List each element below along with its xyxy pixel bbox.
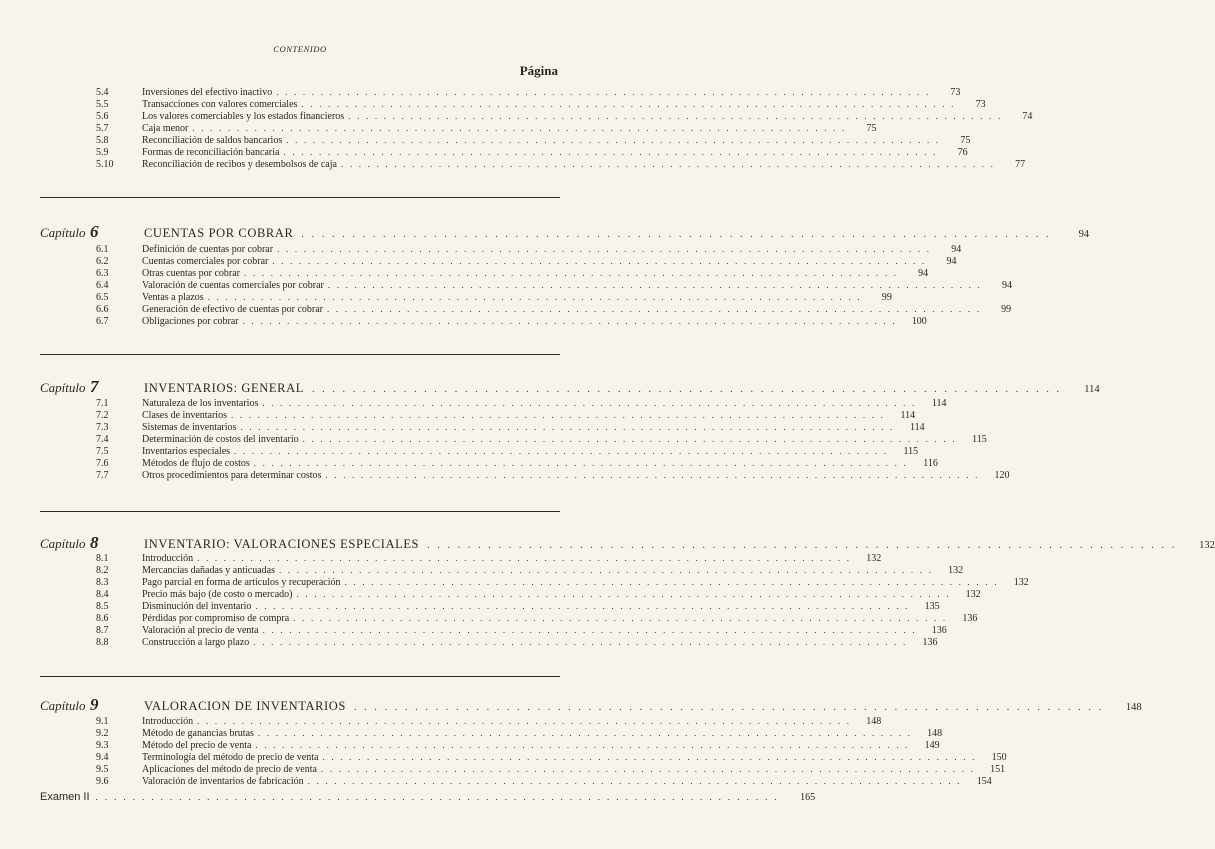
section-divider (40, 197, 560, 198)
entry-number: 8.2 (96, 565, 109, 576)
toc-entry (96, 763, 1006, 775)
entry-page: 77 (1015, 159, 1026, 170)
entry-number: 5.8 (96, 135, 109, 146)
dot-leader: . . . . . . . . . . . . . . . . . . . . . . . . . . . . . . . . . . . . . . . . . . . . . . . . . . . . . . . . . . . . . . . . . . . . . . . . . . (257, 728, 913, 738)
entry-title: Cuentas comerciales por cobrar (142, 256, 269, 267)
entry-title: Obligaciones por cobrar (142, 316, 239, 327)
toc-entry (96, 636, 938, 648)
chapter-heading (40, 533, 1215, 553)
chapter-number: 7 (90, 377, 99, 396)
dot-leader: . . . . . . . . . . . . . . . . . . . . . . . . . . . . . . . . . . . . . . . . . . . . . . . . . . . . . . . . . . . . . . . . . . . . . . . . . . (296, 589, 951, 599)
section-divider (40, 354, 560, 355)
entry-title: Método del precio de venta (142, 740, 252, 751)
toc-entry (96, 552, 882, 564)
entry-number: 6.5 (96, 292, 109, 303)
toc-entry (96, 727, 943, 739)
entry-number: 5.7 (96, 123, 109, 134)
entry-number: 5.9 (96, 147, 109, 158)
toc-entry (96, 267, 929, 279)
entry-number: 8.7 (96, 625, 109, 636)
toc-entry (96, 588, 981, 600)
dot-leader: . . . . . . . . . . . . . . . . . . . . . . . . . . . . . . . . . . . . . . . . . . . . . . . . . . . . . . . . . . . . . . . . . . . . . . . . . . (301, 229, 1052, 240)
chapter-label: Capítulo (40, 380, 86, 395)
toc-entry (96, 279, 1013, 291)
entry-title: Pago parcial en forma de artículos y recuperación (142, 577, 341, 588)
dot-leader: . . . . . . . . . . . . . . . . . . . . . . . . . . . . . . . . . . . . . . . . . . . . . . . . . . . . . . . . . . . . . . . . . . . . . . . . . . (340, 159, 996, 169)
chapter-title: INVENTARIOS: GENERAL (144, 381, 304, 395)
entry-page: 136 (922, 637, 938, 648)
chapter-page: 114 (1084, 384, 1100, 395)
entry-title: Aplicaciones del método de precio de venta (142, 764, 317, 775)
entry-number: 8.1 (96, 553, 109, 564)
section-divider (40, 511, 560, 512)
entry-title: Introducción (142, 553, 194, 564)
entry-number: 6.1 (96, 244, 109, 255)
entry-page: 132 (965, 589, 981, 600)
entry-number: 7.1 (96, 398, 109, 409)
chapter-label: Capítulo (40, 225, 86, 240)
entry-page: 136 (931, 625, 947, 636)
entry-number: 7.2 (96, 410, 109, 421)
entry-page: 149 (924, 740, 940, 751)
entry-title: Los valores comerciables y los estados financieros (142, 111, 345, 122)
entry-title: Formas de reconciliación bancaria (142, 147, 280, 158)
dot-leader: . . . . . . . . . . . . . . . . . . . . . . . . . . . . . . . . . . . . . . . . . . . . . . . . . . . . . . . . . . . . . . . . . . . . . . . . . . (283, 147, 938, 157)
toc-entry (96, 98, 986, 110)
entry-page: 132 (948, 565, 964, 576)
entry-page: 115 (903, 446, 919, 457)
toc-entry (96, 751, 1007, 763)
entry-number: 8.3 (96, 577, 109, 588)
toc-entry (96, 612, 978, 624)
chapter-number: 6 (90, 222, 99, 241)
chapter-number: 9 (90, 695, 99, 714)
entry-title: Pérdidas por compromiso de compra (142, 613, 290, 624)
dot-leader: . . . . . . . . . . . . . . . . . . . . . . . . . . . . . . . . . . . . . . . . . . . . . . . . . . . . . . . . . . . . . . . . . . . . . . . . . . (325, 470, 980, 480)
toc-entry (96, 409, 916, 421)
toc-entry (96, 457, 938, 469)
entry-title: Inventarios especiales (142, 446, 231, 457)
toc-entry (96, 775, 992, 787)
entry-title: Transacciones con valores comerciales (142, 99, 298, 110)
toc-entry (96, 433, 987, 445)
entry-title: Caja menor (142, 123, 189, 134)
entry-title: Introducción (142, 716, 194, 727)
entry-number: 8.8 (96, 637, 109, 648)
toc-entry (96, 315, 927, 327)
entry-page: 132 (866, 553, 882, 564)
entry-page: 116 (923, 458, 938, 469)
entry-number: 5.5 (96, 99, 109, 110)
dot-leader: . . . . . . . . . . . . . . . . . . . . . . . . . . . . . . . . . . . . . . . . . . . . . . . . . . . . . . . . . . . . . . . . . . . . . . . . . . (207, 292, 862, 302)
entry-page: 114 (900, 410, 916, 421)
entry-title: Definición de cuentas por cobrar (142, 244, 274, 255)
chapter-page: 148 (1125, 702, 1142, 713)
dot-leader: . . . . . . . . . . . . . . . . . . . . . . . . . . . . . . . . . . . . . . . . . . . . . . . . . . . . . . . . . . . . . . . . . . . . . . . . . . (242, 316, 897, 326)
toc-entry (96, 421, 925, 433)
entry-title: Reconciliación de saldos bancarios (142, 135, 283, 146)
entry-number: 6.2 (96, 256, 109, 267)
entry-title: Construcción a largo plazo (142, 637, 250, 648)
toc-entry (96, 576, 1029, 588)
dot-leader: . . . . . . . . . . . . . . . . . . . . . . . . . . . . . . . . . . . . . . . . . . . . . . . . . . . . . . . . . . . . . . . . . . . . . . . . . . (322, 752, 977, 762)
entry-title: Sistemas de inventarios (142, 422, 237, 433)
entry-title: Otras cuentas por cobrar (142, 268, 241, 279)
dot-leader: . . . . . . . . . . . . . . . . . . . . . . . . . . . . . . . . . . . . . . . . . . . . . . . . . . . . . . . . . . . . . . . . . . . . . . . . . . (301, 99, 956, 109)
toc-entry (96, 624, 947, 636)
entry-page: 115 (972, 434, 987, 445)
entry-title: Mercancías dañadas y anticuadas (142, 565, 275, 576)
entry-number: 9.5 (96, 764, 109, 775)
entry-number: 7.4 (96, 434, 109, 445)
entry-page: 135 (924, 601, 940, 612)
dot-leader: . . . . . . . . . . . . . . . . . . . . . . . . . . . . . . . . . . . . . . . . . . . . . . . . . . . . . . . . . . . . . . . . . . . . . . . . . . (327, 304, 982, 314)
entry-page: 150 (991, 752, 1007, 763)
toc-entry (96, 445, 919, 457)
toc-entry (96, 715, 882, 727)
entry-number: 7.6 (96, 458, 109, 469)
toc-entry (96, 600, 940, 612)
entry-title: Terminología del método de precio de venta (142, 752, 319, 763)
entry-page: 94 (946, 256, 957, 267)
entry-number: 9.6 (96, 776, 109, 787)
dot-leader: . . . . . . . . . . . . . . . . . . . . . . . . . . . . . . . . . . . . . . . . . . . . . . . . . . . . . . . . . . . . . . . . . . . . . . . . . . (95, 792, 780, 802)
entry-page: 99 (881, 292, 892, 303)
exam-title: Examen II (40, 791, 90, 803)
entry-page: 99 (1001, 304, 1012, 315)
entry-title: Generación de efectivo de cuentas por cobrar (142, 304, 324, 315)
dot-leader: . . . . . . . . . . . . . . . . . . . . . . . . . . . . . . . . . . . . . . . . . . . . . . . . . . . . . . . . . . . . . . . . . . . . . . . . . . (276, 87, 931, 97)
chapter-label: Capítulo (40, 536, 86, 551)
toc-entry (96, 243, 962, 255)
entry-page: 120 (994, 470, 1010, 481)
entry-page: 154 (976, 776, 992, 787)
entry-number: 7.5 (96, 446, 109, 457)
entry-title: Clases de inventarios (142, 410, 227, 421)
entry-page: 75 (866, 123, 877, 134)
entry-title: Disminución del inventario (142, 601, 252, 612)
dot-leader: . . . . . . . . . . . . . . . . . . . . . . . . . . . . . . . . . . . . . . . . . . . . . . . . . . . . . . . . . . . . . . . . . . . . . . . . . . (234, 446, 889, 456)
dot-leader: . . . . . . . . . . . . . . . . . . . . . . . . . . . . . . . . . . . . . . . . . . . . . . . . . . . . . . . . . . . . . . . . . . . . . . . . . . (302, 434, 957, 444)
entry-page: 114 (909, 422, 925, 433)
entry-page: 148 (866, 716, 882, 727)
entry-number: 6.4 (96, 280, 109, 291)
toc-entry (96, 291, 892, 303)
entry-page: 136 (962, 613, 978, 624)
dot-leader: . . . . . . . . . . . . . . . . . . . . . . . . . . . . . . . . . . . . . . . . . . . . . . . . . . . . . . . . . . . . . . . . . . . . . . . . . . (353, 702, 1104, 713)
entry-page: 73 (950, 87, 961, 98)
chapter-title: INVENTARIO: VALORACIONES ESPECIALES (144, 537, 420, 551)
toc-entry (96, 564, 964, 576)
entry-page: 76 (957, 147, 968, 158)
dot-leader: . . . . . . . . . . . . . . . . . . . . . . . . . . . . . . . . . . . . . . . . . . . . . . . . . . . . . . . . . . . . . . . . . . . . . . . . . . (307, 776, 962, 786)
section-divider (40, 676, 560, 677)
entry-number: 8.6 (96, 613, 109, 624)
chapter-page: 94 (1078, 229, 1090, 240)
entry-page: 94 (1002, 280, 1013, 291)
entry-title: Valoración de inventarios de fabricación (142, 776, 304, 787)
entry-number: 6.3 (96, 268, 109, 279)
toc-entry (96, 303, 1012, 315)
dot-leader: . . . . . . . . . . . . . . . . . . . . . . . . . . . . . . . . . . . . . . . . . . . . . . . . . . . . . . . . . . . . . . . . . . . . . . . . . . (348, 111, 1003, 121)
toc-entry (96, 158, 1026, 170)
chapter-heading (40, 695, 1142, 715)
entry-number: 9.3 (96, 740, 109, 751)
dot-leader: . . . . . . . . . . . . . . . . . . . . . . . . . . . . . . . . . . . . . . . . . . . . . . . . . . . . . . . . . . . . . . . . . . . . . . . . . . (327, 280, 983, 290)
dot-leader: . . . . . . . . . . . . . . . . . . . . . . . . . . . . . . . . . . . . . . . . . . . . . . . . . . . . . . . . . . . . . . . . . . . . . . . . . . (197, 716, 852, 726)
toc-entry (96, 146, 968, 158)
entry-number: 5.10 (96, 159, 114, 170)
dot-leader: . . . . . . . . . . . . . . . . . . . . . . . . . . . . . . . . . . . . . . . . . . . . . . . . . . . . . . . . . . . . . . . . . . . . . . . . . . (197, 553, 852, 563)
entry-number: 9.1 (96, 716, 109, 727)
toc-entry (96, 110, 1033, 122)
entry-title: Determinación de costos del inventario (142, 434, 299, 445)
entry-title: Métodos de flujo de costos (142, 458, 250, 469)
dot-leader: . . . . . . . . . . . . . . . . . . . . . . . . . . . . . . . . . . . . . . . . . . . . . . . . . . . . . . . . . . . . . . . . . . . . . . . . . . (244, 268, 899, 278)
dot-leader: . . . . . . . . . . . . . . . . . . . . . . . . . . . . . . . . . . . . . . . . . . . . . . . . . . . . . . . . . . . . . . . . . . . . . . . . . . (320, 764, 976, 774)
entry-title: Valoración al precio de venta (142, 625, 259, 636)
entry-number: 7.7 (96, 470, 109, 481)
entry-page: 132 (1013, 577, 1029, 588)
dot-leader: . . . . . . . . . . . . . . . . . . . . . . . . . . . . . . . . . . . . . . . . . . . . . . . . . . . . . . . . . . . . . . . . . . . . . . . . . . (262, 625, 917, 635)
entry-page: 94 (951, 244, 962, 255)
entry-title: Ventas a plazos (142, 292, 204, 303)
toc-entry (96, 255, 957, 267)
entry-number: 8.5 (96, 601, 109, 612)
chapter-heading (40, 222, 1090, 242)
entry-title: Otros procedimientos para determinar costos (142, 470, 322, 481)
chapter-title: CUENTAS POR COBRAR (144, 226, 294, 240)
entry-page: 74 (1022, 111, 1033, 122)
toc-entry (96, 469, 1010, 481)
entry-page: 75 (960, 135, 971, 146)
dot-leader: . . . . . . . . . . . . . . . . . . . . . . . . . . . . . . . . . . . . . . . . . . . . . . . . . . . . . . . . . . . . . . . . . . . . . . . . . . (344, 577, 999, 587)
toc-entry (96, 134, 971, 146)
entry-number: 9.2 (96, 728, 109, 739)
exam-page: 165 (800, 792, 816, 803)
chapter-label: Capítulo (40, 698, 86, 713)
entry-number: 5.4 (96, 87, 109, 98)
exam-entry (40, 791, 816, 805)
dot-leader: . . . . . . . . . . . . . . . . . . . . . . . . . . . . . . . . . . . . . . . . . . . . . . . . . . . . . . . . . . . . . . . . . . . . . . . . . . (240, 422, 895, 432)
dot-leader: . . . . . . . . . . . . . . . . . . . . . . . . . . . . . . . . . . . . . . . . . . . . . . . . . . . . . . . . . . . . . . . . . . . . . . . . . . (427, 540, 1177, 551)
entry-number: 9.4 (96, 752, 109, 763)
entry-title: Método de ganancias brutas (142, 728, 254, 739)
chapter-page: 132 (1199, 540, 1215, 551)
dot-leader: . . . . . . . . . . . . . . . . . . . . . . . . . . . . . . . . . . . . . . . . . . . . . . . . . . . . . . . . . . . . . . . . . . . . . . . . . . (279, 565, 934, 575)
running-head: CONTENIDO (273, 44, 327, 54)
entry-title: Precio más bajo (de costo o mercado) (142, 589, 293, 600)
chapter-title: VALORACION DE INVENTARIOS (144, 699, 346, 713)
entry-number: 5.6 (96, 111, 109, 122)
chapter-number: 8 (90, 533, 99, 552)
toc-entry (96, 86, 961, 98)
dot-leader: . . . . . . . . . . . . . . . . . . . . . . . . . . . . . . . . . . . . . . . . . . . . . . . . . . . . . . . . . . . . . . . . . . . . . . . . . . (192, 123, 847, 133)
toc-entry (96, 397, 947, 409)
entry-number: 6.6 (96, 304, 109, 315)
dot-leader: . . . . . . . . . . . . . . . . . . . . . . . . . . . . . . . . . . . . . . . . . . . . . . . . . . . . . . . . . . . . . . . . . . . . . . . . . . (311, 384, 1062, 395)
entry-title: Valoración de cuentas comerciales por cobrar (142, 280, 324, 291)
dot-leader: . . . . . . . . . . . . . . . . . . . . . . . . . . . . . . . . . . . . . . . . . . . . . . . . . . . . . . . . . . . . . . . . . . . . . . . . . . (277, 244, 932, 254)
dot-leader: . . . . . . . . . . . . . . . . . . . . . . . . . . . . . . . . . . . . . . . . . . . . . . . . . . . . . . . . . . . . . . . . . . . . . . . . . . (286, 135, 941, 145)
entry-page: 148 (927, 728, 943, 739)
entry-number: 7.3 (96, 422, 109, 433)
dot-leader: . . . . . . . . . . . . . . . . . . . . . . . . . . . . . . . . . . . . . . . . . . . . . . . . . . . . . . . . . . . . . . . . . . . . . . . . . . (253, 637, 908, 647)
toc-entry (96, 739, 940, 751)
entry-page: 100 (911, 316, 927, 327)
chapter-heading (40, 377, 1100, 397)
dot-leader: . . . . . . . . . . . . . . . . . . . . . . . . . . . . . . . . . . . . . . . . . . . . . . . . . . . . . . . . . . . . . . . . . . . . . . . . . . (255, 740, 910, 750)
entry-title: Inversiones del efectivo inactivo (142, 87, 273, 98)
entry-page: 151 (990, 764, 1006, 775)
toc-entry (96, 122, 877, 134)
dot-leader: . . . . . . . . . . . . . . . . . . . . . . . . . . . . . . . . . . . . . . . . . . . . . . . . . . . . . . . . . . . . . . . . . . . . . . . . . . (262, 398, 917, 408)
entry-number: 6.7 (96, 316, 109, 327)
dot-leader: . . . . . . . . . . . . . . . . . . . . . . . . . . . . . . . . . . . . . . . . . . . . . . . . . . . . . . . . . . . . . . . . . . . . . . . . . . (230, 410, 886, 420)
dot-leader: . . . . . . . . . . . . . . . . . . . . . . . . . . . . . . . . . . . . . . . . . . . . . . . . . . . . . . . . . . . . . . . . . . . . . . . . . . (293, 613, 948, 623)
dot-leader: . . . . . . . . . . . . . . . . . . . . . . . . . . . . . . . . . . . . . . . . . . . . . . . . . . . . . . . . . . . . . . . . . . . . . . . . . . (255, 601, 910, 611)
entry-page: 94 (918, 268, 929, 279)
entry-title: Naturaleza de los inventarios (142, 398, 259, 409)
pagina-column-label: Página (519, 63, 558, 78)
dot-leader: . . . . . . . . . . . . . . . . . . . . . . . . . . . . . . . . . . . . . . . . . . . . . . . . . . . . . . . . . . . . . . . . . . . . . . . . . . (253, 458, 908, 468)
dot-leader: . . . . . . . . . . . . . . . . . . . . . . . . . . . . . . . . . . . . . . . . . . . . . . . . . . . . . . . . . . . . . . . . . . . . . . . . . . (272, 256, 927, 266)
entry-number: 8.4 (96, 589, 109, 600)
entry-page: 114 (931, 398, 947, 409)
entry-page: 73 (975, 99, 986, 110)
entry-title: Reconciliación de recibos y desembolsos de caja (142, 159, 337, 170)
